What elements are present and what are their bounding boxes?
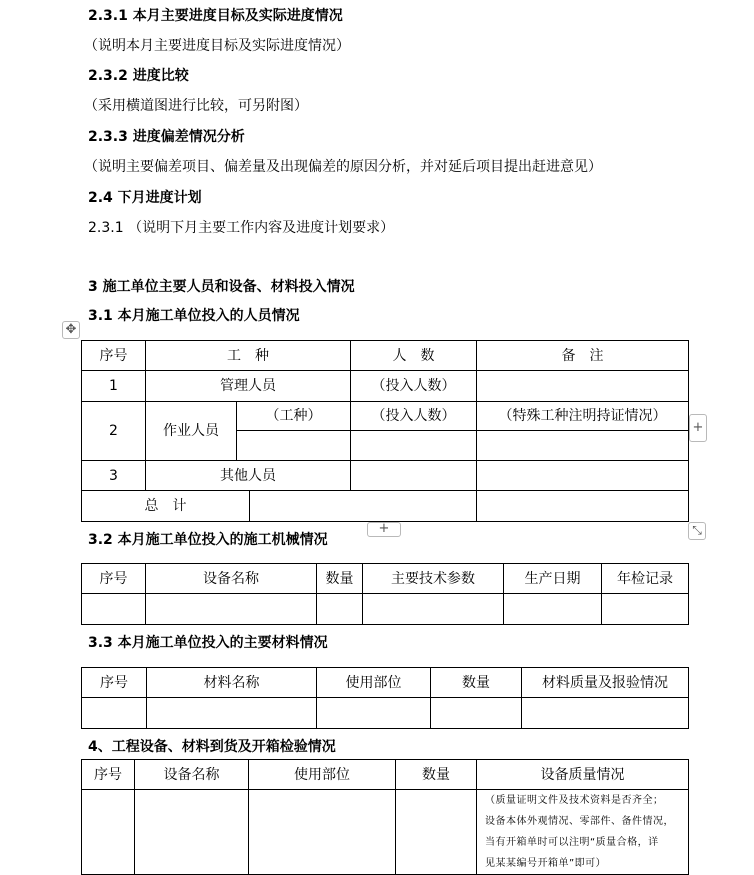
- header-cell: 数量: [431, 668, 522, 698]
- equipment-table: [81, 759, 689, 875]
- plus-icon[interactable]: +: [689, 414, 707, 442]
- table-cell: [477, 491, 689, 522]
- header-cell: 序号: [82, 564, 146, 594]
- table-cell: [396, 790, 477, 875]
- table-row: [82, 564, 689, 594]
- header-cell: 序号: [82, 668, 147, 698]
- table-row: [82, 491, 689, 522]
- quality-note-cell: [477, 790, 689, 875]
- header-cell: 人 数: [351, 341, 477, 371]
- machinery-table: [81, 563, 689, 625]
- header-cell: 使用部位: [249, 760, 396, 790]
- header-cell: 序号: [82, 341, 146, 371]
- table-cell: [351, 461, 477, 491]
- plus-icon[interactable]: +: [367, 522, 401, 537]
- header-cell: 数量: [396, 760, 477, 790]
- table-cell: [522, 698, 689, 729]
- heading-3-1: 3.1 本月施工单位投入的人员情况: [88, 308, 300, 324]
- table-cell: [363, 594, 504, 625]
- table-cell: [82, 594, 146, 625]
- table-row: [82, 341, 689, 371]
- table-cell: 管理人员: [146, 371, 351, 402]
- table-row: [82, 461, 689, 491]
- header-cell: 使用部位: [317, 668, 431, 698]
- table-cell: [351, 431, 477, 461]
- table-cell: （工种）: [237, 402, 351, 431]
- table-cell: [431, 698, 522, 729]
- table-cell: [317, 594, 363, 625]
- materials-table: [81, 667, 689, 729]
- move-arrows-icon[interactable]: ✥: [62, 321, 80, 339]
- header-cell: 序号: [82, 760, 135, 790]
- header-cell: 工 种: [146, 341, 351, 371]
- header-cell: 材料名称: [147, 668, 317, 698]
- table-row: [82, 668, 689, 698]
- total-cell: 总 计: [82, 491, 250, 522]
- table-cell: [477, 431, 689, 461]
- table-row: [82, 760, 689, 790]
- table-cell: [477, 461, 689, 491]
- header-cell: 设备名称: [135, 760, 249, 790]
- table-row: [82, 790, 689, 875]
- paragraph-2-3-3: （说明主要偏差项目、偏差量及出现偏差的原因分析，并对延后项目提出赶进意见）: [84, 159, 602, 175]
- table-cell: [82, 698, 147, 729]
- note-line: 当有开箱单时可以注明“质量合格，详: [485, 837, 659, 848]
- table-cell: [147, 698, 317, 729]
- table-cell: [477, 371, 689, 402]
- heading-3: 3 施工单位主要人员和设备、材料投入情况: [88, 279, 355, 295]
- table-cell: [249, 790, 396, 875]
- note-line: 设备本体外观情况、零部件、备件情况，: [485, 816, 674, 827]
- paragraph-2-4: 2.3.1 （说明下月主要工作内容及进度计划要求）: [88, 220, 395, 236]
- table-cell: 作业人员: [146, 402, 237, 461]
- heading-2-3-2: 2.3.2 进度比较: [88, 68, 189, 84]
- paragraph-2-3-1: （说明本月主要进度目标及实际进度情况）: [84, 38, 350, 54]
- heading-2-4: 2.4 下月进度计划: [88, 190, 202, 206]
- table-row: [82, 402, 689, 431]
- heading-4: 4、工程设备、材料到货及开箱检验情况: [88, 739, 336, 755]
- table-row: [82, 371, 689, 402]
- header-cell: 备 注: [477, 341, 689, 371]
- table-cell: [504, 594, 602, 625]
- header-cell: 材料质量及报验情况: [522, 668, 689, 698]
- heading-3-3: 3.3 本月施工单位投入的主要材料情况: [88, 635, 328, 651]
- table-cell: [602, 594, 689, 625]
- paragraph-2-3-2: （采用横道图进行比较，可另附图）: [84, 98, 308, 114]
- table-cell: 其他人员: [146, 461, 351, 491]
- personnel-table: [81, 340, 689, 522]
- table-row: [82, 698, 689, 729]
- table-cell: [82, 790, 135, 875]
- heading-2-3-1: 2.3.1 本月主要进度目标及实际进度情况: [88, 8, 343, 24]
- header-cell: 设备名称: [146, 564, 317, 594]
- header-cell: 主要技术参数: [363, 564, 504, 594]
- table-cell: （特殊工种注明持证情况）: [477, 402, 689, 431]
- heading-3-2: 3.2 本月施工单位投入的施工机械情况: [88, 532, 328, 548]
- table-cell: [146, 594, 317, 625]
- table-cell: [250, 491, 477, 522]
- resize-diagonal-icon[interactable]: ⤡: [688, 522, 706, 540]
- table-cell: （投入人数）: [351, 371, 477, 402]
- header-cell: 年检记录: [602, 564, 689, 594]
- table-row: [82, 594, 689, 625]
- header-cell: 设备质量情况: [477, 760, 689, 790]
- note-line: （质量证明文件及技术资料是否齐全；: [485, 795, 664, 806]
- table-cell: [317, 698, 431, 729]
- header-cell: 生产日期: [504, 564, 602, 594]
- heading-2-3-3: 2.3.3 进度偏差情况分析: [88, 129, 245, 145]
- table-cell: 3: [82, 461, 146, 491]
- note-line: 见某某编号开箱单”即可）: [485, 858, 607, 869]
- table-cell: 1: [82, 371, 146, 402]
- table-cell: [135, 790, 249, 875]
- header-cell: 数量: [317, 564, 363, 594]
- table-cell: 2: [82, 402, 146, 461]
- table-cell: [237, 431, 351, 461]
- table-cell: （投入人数）: [351, 402, 477, 431]
